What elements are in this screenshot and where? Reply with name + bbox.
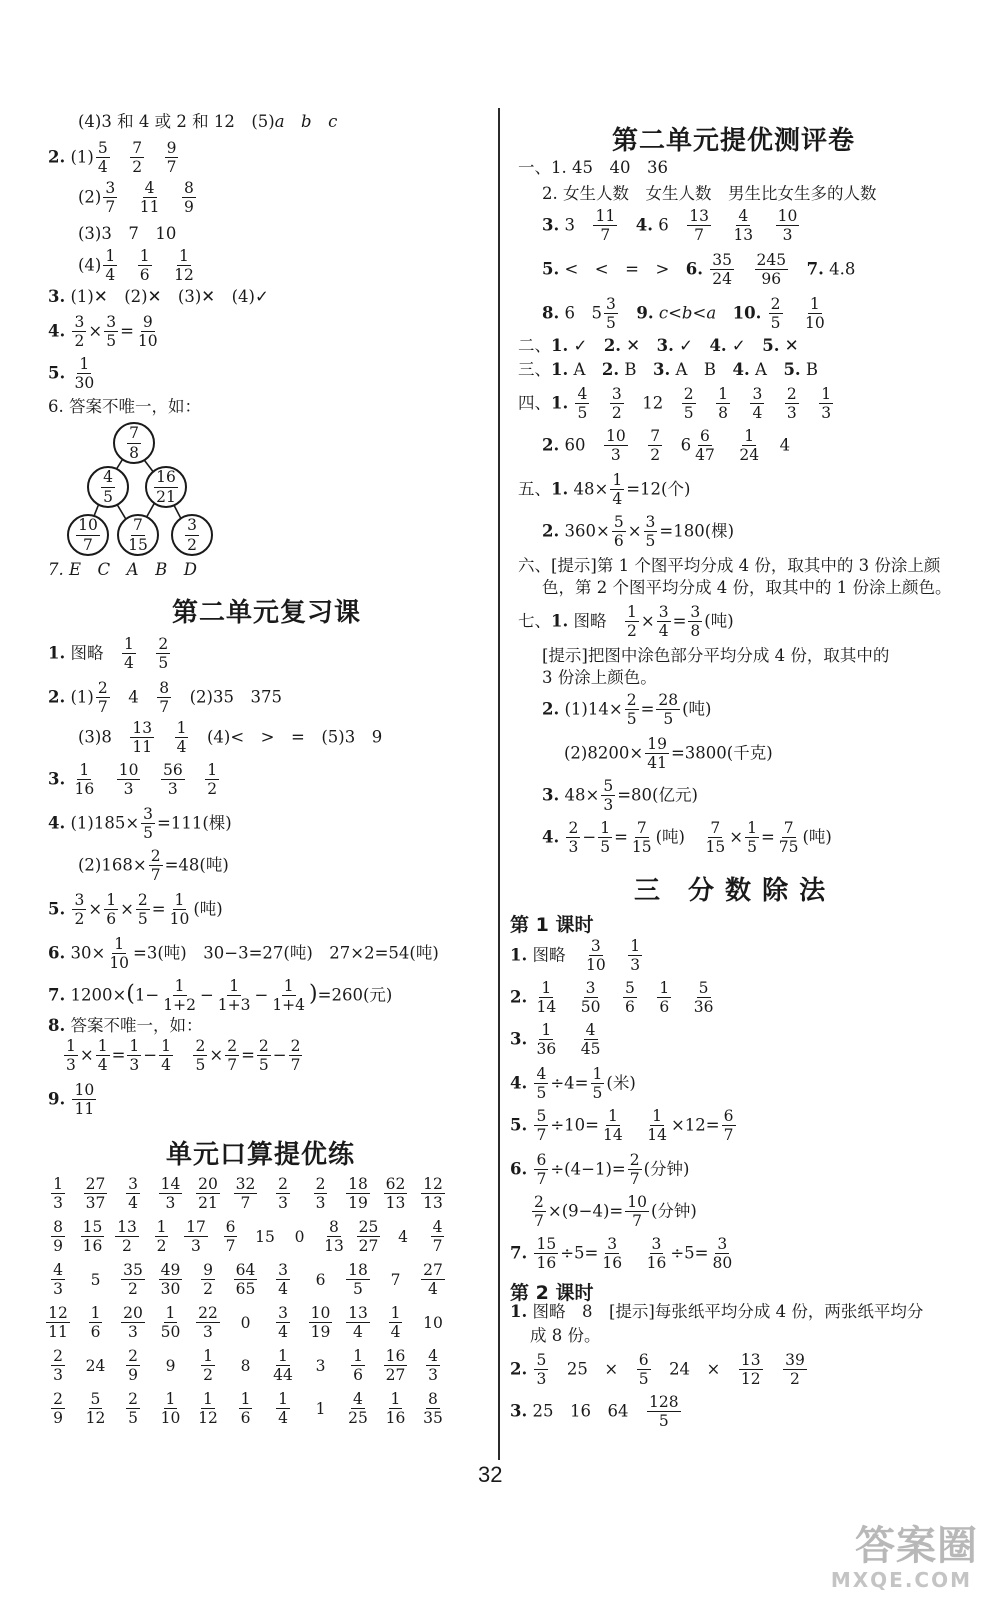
d1-b: 成 8 份。 (530, 1326, 601, 1345)
oral-answer-cell: 24 (85, 1357, 106, 1375)
oral-answer-cell: 4 (398, 1228, 408, 1246)
oral-answer-cell: $\frac{22}{3}$ (198, 1304, 218, 1342)
r2-b: (3)8 $\frac{13}{11}$ $\frac{1}{4}$ (4)< > = (5)3 9 (78, 719, 383, 757)
oral-answer-cell: $\frac{3}{4}$ (278, 1261, 288, 1299)
d3: 3. 25 16 64 $\frac{128}{5}$ (510, 1393, 679, 1431)
oral-answer-cell: $\frac{4}{3}$ (428, 1347, 438, 1385)
r4-b: (2)168× $\frac{2}{7}$ =48(吨) (78, 847, 229, 885)
r8-b: $\frac{1}{3}$ × $\frac{1}{4}$ = $\frac{1}{3}$ − $\frac{1}{4}$ $\frac{2}{5}$ × $\frac{2}{7}$ = $\frac{2}{5}$ − $\frac{2}{7}$ (66, 1037, 301, 1075)
d1: 1. 图略 8 [提示]每张纸平均分成 4 份，两张纸平均分 (510, 1302, 924, 1321)
r3: 3. $\frac{1}{16}$ $\frac{10}{3}$ $\frac{56}{3}$ $\frac{1}{2}$ (48, 761, 218, 799)
t1-1: 一、1. 45 40 36 (518, 158, 668, 177)
oral-answer-cell: $\frac{1}{4}$ (390, 1304, 401, 1342)
oral-answer-cell: $\frac{1}{6}$ (90, 1304, 101, 1342)
oral-answer-cell: $\frac{1}{12}$ (198, 1390, 218, 1428)
oral-answer-cell: $\frac{3}{4}$ (128, 1175, 138, 1213)
r8: 8. 答案不唯一，如： (48, 1016, 203, 1035)
q2-2: (2) $\frac{3}{7}$ $\frac{4}{11}$ $\frac{8}{9}$ (78, 179, 194, 217)
r1: 1. 图略 $\frac{1}{4}$ $\frac{2}{5}$ (48, 635, 169, 673)
r5: 5. $\frac{3}{2}$ × $\frac{1}{6}$ × $\frac{2}{5}$ = $\frac{1}{10}$ (吨) (48, 891, 223, 929)
r6: 6. 30× $\frac{1}{10}$ =3(吨) 30−3=27(吨) 27×2=54(吨) (48, 935, 439, 973)
oral-answer-cell: $\frac{8}{13}$ (324, 1218, 344, 1256)
oral-answer-cell: $\frac{2}{9}$ (128, 1347, 138, 1385)
r4: 4. (1)185× $\frac{3}{5}$ =111(棵) (48, 805, 232, 843)
line-4-5: (4)3 和 4 或 2 和 12 (5)a b c (78, 112, 338, 131)
oral-answer-cell: $\frac{3}{4}$ (278, 1304, 288, 1342)
c7: 7. $\frac{15}{16}$ ÷5= $\frac{3}{16}$ $\frac{3}{16}$ ÷5= $\frac{3}{80}$ (510, 1235, 733, 1273)
oral-answer-cell: $\frac{13}{2}$ (117, 1218, 137, 1256)
t7-1: 七、1. 图略 $\frac{1}{2}$ × $\frac{3}{4}$ = $\frac{3}{8}$ (吨) (518, 603, 734, 641)
column-divider (498, 108, 500, 1460)
t7-2: 2. (1)14× $\frac{2}{5}$ = $\frac{28}{5}$ (吨) (542, 691, 712, 729)
oral-answer-cell: $\frac{4}{25}$ (348, 1390, 368, 1428)
t7-hint: [提示]把图中涂色部分平均分成 4 份，取其中的 (542, 646, 890, 665)
oral-answer-cell: $\frac{5}{12}$ (85, 1390, 106, 1428)
lesson-1-title: 第 1 课时 (510, 914, 594, 936)
t5-1: 五、1. 48× $\frac{1}{4}$ =12(个) (518, 471, 691, 509)
oral-answer-cell: $\frac{12}{11}$ (48, 1304, 68, 1342)
t3: 三、1. A 2. B 3. A B 4. A 5. B (518, 360, 819, 379)
t6-hint: 六、[提示]第 1 个图平均分成 4 份，取其中的 3 份涂上颜 (518, 556, 941, 575)
tree-node-mid-right: $\frac{16}{21}$ (145, 466, 187, 508)
q3: 3. (1)✕ (2)✕ (3)✕ (4)✓ (48, 287, 269, 306)
d2: 2. $\frac{5}{3}$ 25 × $\frac{6}{5}$ 24 × $\frac{13}{12}$ $\frac{39}{2}$ (510, 1351, 805, 1389)
c6-b: $\frac{2}{7}$ ×(9−4)= $\frac{10}{7}$ (分钟) (534, 1193, 697, 1231)
oral-answer-cell: $\frac{18}{5}$ (348, 1261, 368, 1299)
oral-answer-cell: 0 (240, 1314, 251, 1332)
oral-title: 单元口算提优练 (166, 1140, 356, 1170)
t1-2: 2. 女生人数 女生人数 男生比女生多的人数 (542, 184, 877, 203)
oral-answer-cell: $\frac{1}{2}$ (203, 1347, 213, 1385)
t7-4: 4. $\frac{2}{3}$ − $\frac{1}{5}$ = $\frac{7}{15}$ (吨) $\frac{7}{15}$ × $\frac{1}{5}$ = $\frac{7}{75}$ (吨) (542, 819, 832, 857)
review-title: 第二单元复习课 (172, 598, 362, 628)
chapter-3-title: 三 分 数 除 法 (634, 876, 827, 906)
t7-hint-b: 3 份涂上颜色。 (542, 668, 657, 687)
oral-answer-cell: 8 (240, 1357, 251, 1375)
oral-answer-cell: $\frac{1}{3}$ (53, 1175, 63, 1213)
r2: 2. (1) $\frac{2}{7}$ 4 $\frac{8}{7}$ (2)35 375 (48, 679, 282, 717)
oral-answer-cell: 15 (255, 1228, 275, 1246)
oral-answer-cell: $\frac{13}{4}$ (348, 1304, 368, 1342)
oral-answer-cell: $\frac{2}{3}$ (315, 1175, 326, 1213)
test-title: 第二单元提优测评卷 (612, 126, 856, 156)
c3: 3. $\frac{1}{36}$ $\frac{4}{45}$ (510, 1021, 601, 1059)
oral-answer-cell: $\frac{20}{3}$ (123, 1304, 143, 1342)
lesson-2-title: 第 2 课时 (510, 1282, 594, 1304)
q7: 7. E C A B D (48, 560, 197, 579)
q2-4: (4) $\frac{1}{4}$ $\frac{1}{6}$ $\frac{1}{12}$ (78, 247, 194, 285)
oral-answer-cell: $\frac{8}{35}$ (423, 1390, 443, 1428)
r9: 9. $\frac{10}{11}$ (48, 1081, 95, 1119)
t5-2: 2. 360× $\frac{5}{6}$ × $\frac{3}{5}$ =180(棵) (542, 513, 735, 551)
oral-answer-cell: $\frac{17}{3}$ (186, 1218, 206, 1256)
oral-answer-cell: $\frac{1}{16}$ (385, 1390, 406, 1428)
r7: 7. 1200×(1− $\frac{1}{1+2}$ − $\frac{1}{1+3}$ − $\frac{1}{1+4}$ )=260(元) (48, 977, 393, 1015)
oral-answer-cell: 1 (315, 1400, 326, 1418)
q6-label: 6. 答案不唯一，如： (48, 397, 201, 416)
oral-answer-cell: $\frac{8}{9}$ (53, 1218, 63, 1256)
oral-answer-cell: 9 (165, 1357, 176, 1375)
oral-answer-cell: 6 (315, 1271, 326, 1289)
c1: 1. 图略 $\frac{3}{10}$ $\frac{1}{3}$ (510, 937, 641, 975)
fraction-tree (60, 418, 220, 562)
tree-node-bottom-mid: $\frac{7}{15}$ (117, 514, 159, 556)
oral-answer-cell: $\frac{4}{7}$ (432, 1218, 443, 1256)
t4-1: 四、1. $\frac{4}{5}$ $\frac{3}{2}$ 12 $\frac{2}{5}$ $\frac{1}{8}$ $\frac{3}{4}$ $\frac{2}{3}$ $\frac{1}{3}$ (518, 385, 832, 423)
oral-answer-cell: $\frac{35}{2}$ (123, 1261, 143, 1299)
tree-node-bottom-right: $\frac{3}{2}$ (171, 514, 213, 556)
oral-answer-cell: $\frac{12}{13}$ (423, 1175, 443, 1213)
oral-answer-cell: $\frac{15}{16}$ (82, 1218, 103, 1256)
oral-answer-cell: $\frac{2}{9}$ (53, 1390, 63, 1428)
oral-answer-cell: $\frac{18}{19}$ (348, 1175, 368, 1213)
oral-answer-cell: $\frac{25}{27}$ (358, 1218, 379, 1256)
oral-answer-cell: $\frac{10}{19}$ (310, 1304, 331, 1342)
oral-answer-cell: 5 (90, 1271, 101, 1289)
t1-5: 5. < < = > 6. $\frac{35}{24}$ $\frac{245}{96}$ 7. 4.8 (542, 251, 856, 289)
q5: 5. $\frac{1}{30}$ (48, 355, 95, 393)
oral-answer-cell: $\frac{1}{6}$ (240, 1390, 251, 1428)
q4: 4. $\frac{3}{2}$ × $\frac{3}{5}$ = $\frac{9}{10}$ (48, 313, 158, 351)
q2-1: 2. (1) $\frac{5}{4}$ $\frac{7}{2}$ $\frac{9}{7}$ (48, 139, 177, 177)
tree-node-mid-left: $\frac{4}{5}$ (87, 466, 129, 508)
oral-answer-cell: 7 (390, 1271, 401, 1289)
oral-answer-cell: 10 (423, 1314, 443, 1332)
oral-answer-cell: $\frac{27}{37}$ (85, 1175, 106, 1213)
oral-answer-cell: $\frac{1}{6}$ (353, 1347, 363, 1385)
oral-answer-cell: $\frac{64}{65}$ (235, 1261, 256, 1299)
oral-answer-cell: $\frac{32}{7}$ (235, 1175, 256, 1213)
oral-answer-cell: 3 (315, 1357, 326, 1375)
t7-2b: (2)8200× $\frac{19}{41}$ =3800(千克) (564, 735, 773, 773)
oral-answer-cell: $\frac{1}{10}$ (160, 1390, 181, 1428)
oral-answer-cell: $\frac{2}{5}$ (128, 1390, 138, 1428)
t1-8: 8. 6 5 $\frac{3}{5}$ 9. c<b<a 10. $\frac{2}{5}$ $\frac{1}{10}$ (542, 295, 825, 333)
t4-2: 2. 60 $\frac{10}{3}$ $\frac{7}{2}$ 6 $\frac{6}{47}$ $\frac{1}{24}$ 4 (542, 427, 791, 465)
page-number: 32 (478, 1462, 503, 1487)
oral-answer-cell: $\frac{1}{4}$ (278, 1390, 288, 1428)
oral-answer-cell: $\frac{14}{3}$ (160, 1175, 181, 1213)
oral-answer-cell: $\frac{6}{7}$ (225, 1218, 236, 1256)
oral-answer-cell: $\frac{1}{2}$ (156, 1218, 167, 1256)
tree-node-bottom-left: $\frac{10}{7}$ (67, 514, 109, 556)
oral-answer-cell: $\frac{2}{3}$ (278, 1175, 288, 1213)
c6: 6. $\frac{6}{7}$ ÷(4−1)= $\frac{2}{7}$ (分钟) (510, 1151, 690, 1189)
q2-3: (3)3 7 10 (78, 224, 177, 243)
oral-answer-cell: $\frac{62}{13}$ (385, 1175, 406, 1213)
c4: 4. $\frac{4}{5}$ ÷4= $\frac{1}{5}$ (米) (510, 1065, 636, 1103)
oral-answer-cell: $\frac{4}{3}$ (53, 1261, 63, 1299)
c5: 5. $\frac{5}{7}$ ÷10= $\frac{1}{14}$ $\frac{1}{14}$ ×12= $\frac{6}{7}$ (510, 1107, 734, 1145)
oral-answer-cell: $\frac{16}{27}$ (385, 1347, 406, 1385)
oral-answer-cell: $\frac{1}{44}$ (273, 1347, 293, 1385)
c2: 2. $\frac{1}{14}$ $\frac{3}{50}$ $\frac{5}{6}$ $\frac{1}{6}$ $\frac{5}{36}$ (510, 979, 714, 1017)
t6-hint-b: 色，第 2 个图平均分成 4 份，取其中的 1 份涂上颜色。 (542, 578, 952, 597)
tree-node-top: $\frac{7}{8}$ (113, 422, 155, 464)
oral-answer-cell: $\frac{9}{2}$ (203, 1261, 213, 1299)
oral-answer-cell: $\frac{20}{21}$ (198, 1175, 218, 1213)
oral-answer-cell: $\frac{1}{50}$ (160, 1304, 181, 1342)
oral-answer-cell: 0 (294, 1228, 305, 1246)
oral-answer-cell: $\frac{2}{3}$ (53, 1347, 63, 1385)
t7-3: 3. 48× $\frac{5}{3}$ =80(亿元) (542, 777, 698, 815)
watermark-logo: 答案圈 (855, 1523, 978, 1569)
t1-3: 3. 3 $\frac{11}{7}$ 4. 6 $\frac{13}{7}$ $\frac{4}{13}$ $\frac{10}{3}$ (542, 207, 798, 245)
t2: 二、1. ✓ 2. ✕ 3. ✓ 4. ✓ 5. ✕ (518, 336, 799, 355)
oral-answer-cell: $\frac{49}{30}$ (160, 1261, 181, 1299)
oral-answer-cell: $\frac{27}{4}$ (423, 1261, 443, 1299)
watermark-url: MXQE.COM (830, 1568, 972, 1592)
